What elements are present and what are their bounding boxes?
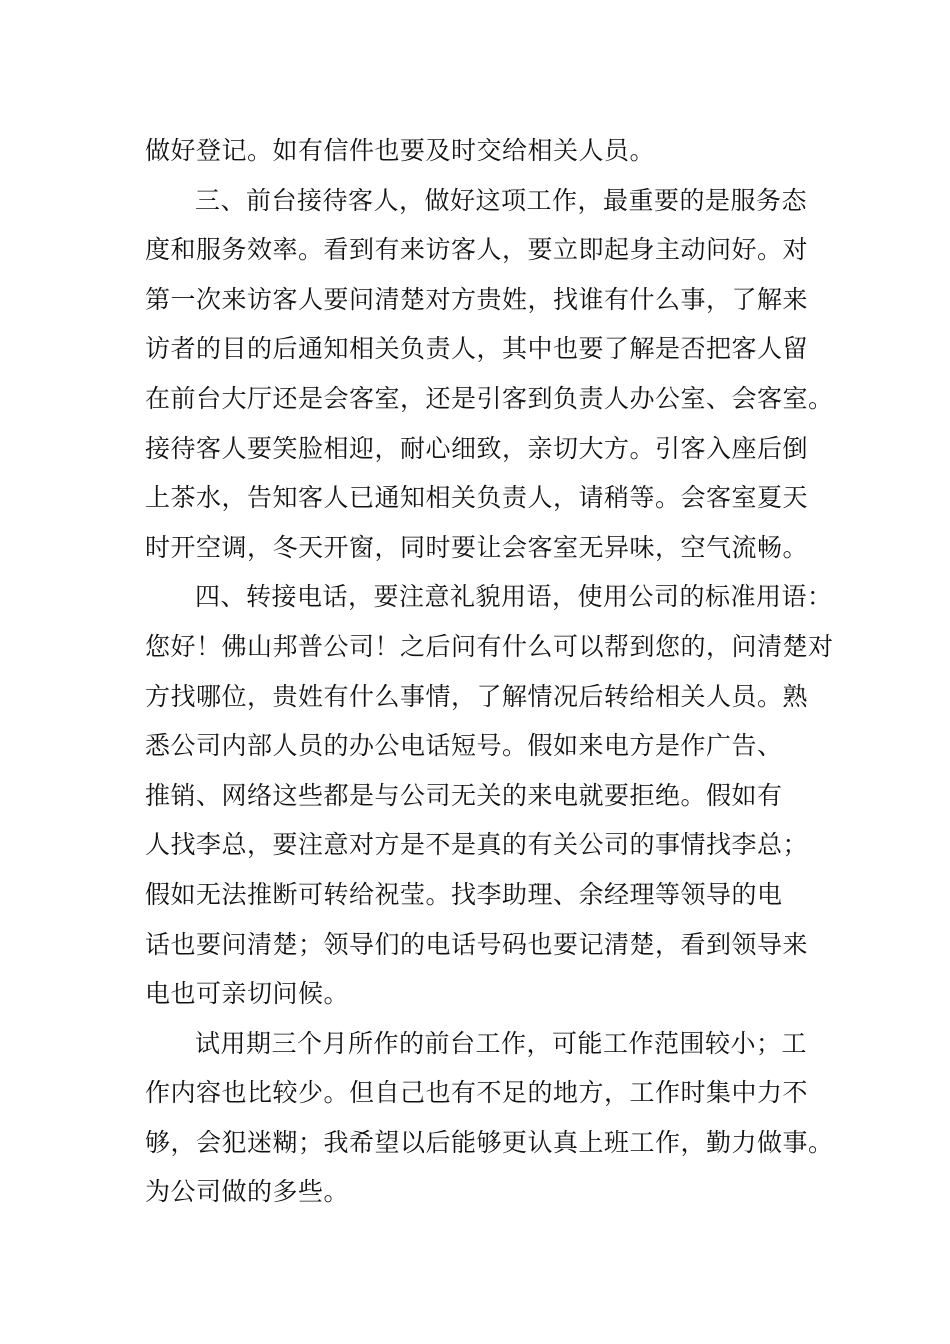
text-line: 访者的目的后通知相关负责人，其中也要了解是否把客人留	[145, 334, 809, 364]
paragraph-phone-transfer	[145, 572, 834, 1018]
text-line: 方找哪位，贵姓有什么事情，了解情况后转给相关人员。熟	[145, 681, 809, 711]
text-line: 三、前台接待客人，做好这项工作，最重要的是服务态	[195, 185, 808, 215]
text-line: 推销、网络这些都是与公司无关的来电就要拒绝。假如有	[145, 780, 783, 810]
text-line: 在前台大厅还是会客室，还是引客到负责人办公室、会客室。	[145, 383, 834, 413]
text-line: 电也可亲切问候。	[145, 979, 350, 1009]
text-line: 您好！佛山邦普公司！之后问有什么可以帮到您的，问清楚对	[145, 631, 834, 661]
text-line: 四、转接电话，要注意礼貌用语，使用公司的标准用语：	[195, 582, 833, 612]
text-line: 时开空调，冬天开窗，同时要让会客室无异味，空气流畅。	[145, 532, 809, 562]
text-line: 够，会犯迷糊；我希望以后能够更认真上班工作，勤力做事。	[145, 1127, 834, 1157]
paragraph-registration	[145, 126, 815, 176]
text-line: 度和服务效率。看到有来访客人，要立即起身主动问好。对	[145, 235, 809, 265]
text-line: 接待客人要笑脸相迎，耐心细致，亲切大方。引客入座后倒	[145, 433, 809, 463]
text-line: 做好登记。如有信件也要及时交给相关人员。	[145, 136, 656, 165]
text-line: 人找李总，要注意对方是不是真的有关公司的事情找李总；	[145, 830, 809, 860]
document-body	[145, 126, 834, 1217]
paragraph-probation-summary	[145, 1019, 834, 1217]
text-line: 话也要问清楚；领导们的电话号码也要记清楚，看到领导来	[145, 929, 809, 959]
text-line: 作内容也比较少。但自己也有不足的地方，工作时集中力不	[145, 1078, 809, 1108]
text-line: 为公司做的多些。	[145, 1177, 350, 1207]
text-line: 第一次来访客人要问清楚对方贵姓，找谁有什么事，了解来	[145, 284, 809, 314]
text-line: 试用期三个月所作的前台工作，可能工作范围较小；工	[195, 1028, 808, 1058]
text-line: 假如无法推断可转给祝莹。找李助理、余经理等领导的电	[145, 879, 783, 909]
paragraph-reception	[145, 176, 834, 573]
text-line: 悉公司内部人员的办公电话短号。假如来电方是作广告、	[145, 731, 783, 761]
text-line: 上茶水，告知客人已通知相关负责人，请稍等。会客室夏天	[145, 483, 809, 513]
